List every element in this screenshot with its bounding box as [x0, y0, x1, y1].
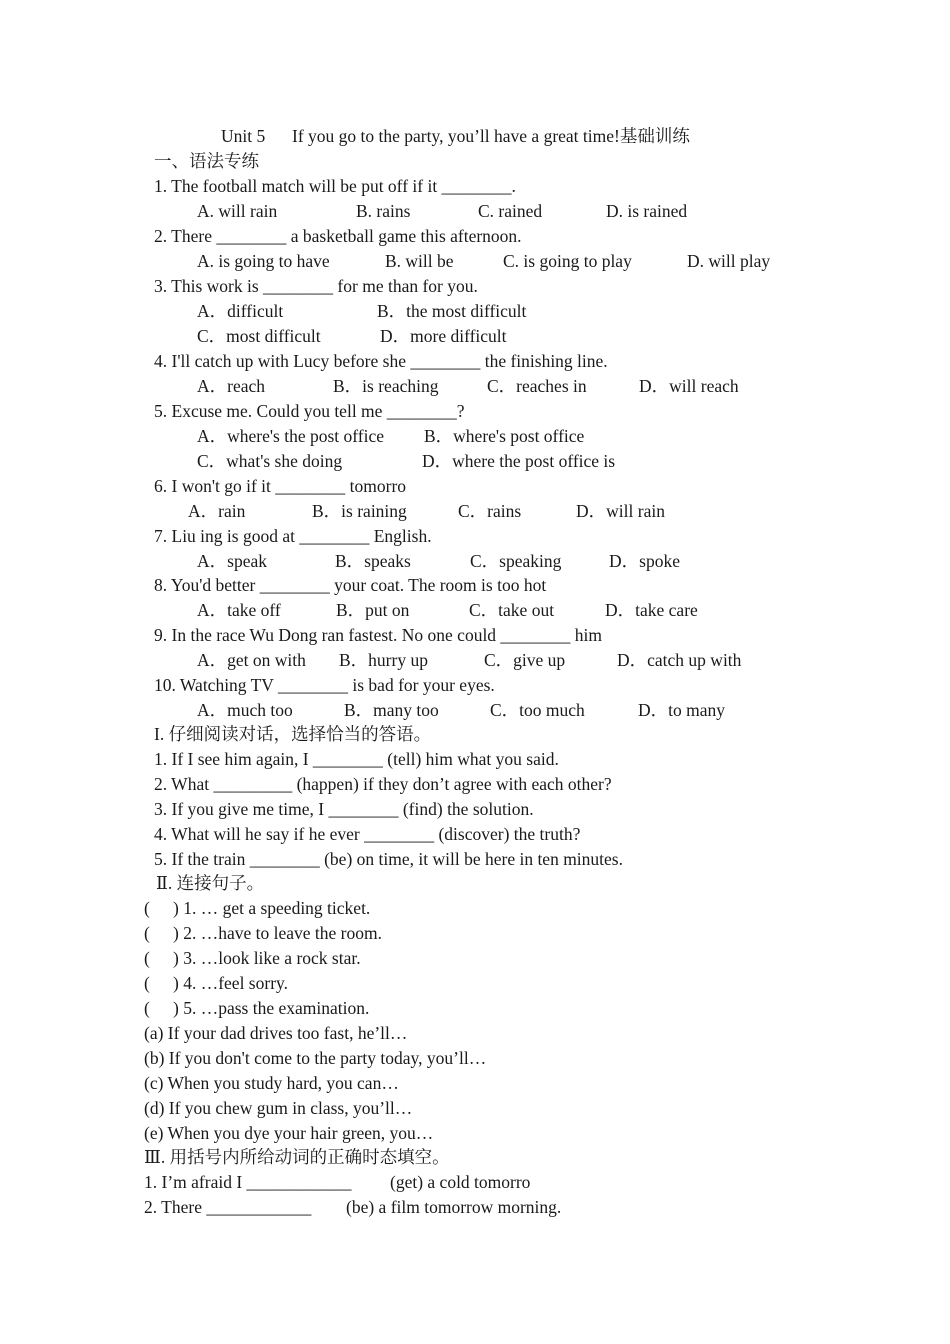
- question-stem: 2. There ________ a basketball game this afternoon.: [154, 226, 522, 246]
- option-c: C．rains: [458, 501, 522, 521]
- question-stem: 3. This work is ________ for me than for you.: [154, 276, 478, 296]
- option-c: C．speaking: [470, 551, 562, 571]
- option-b: B．where's post office: [424, 426, 585, 446]
- option-d: D. is rained: [606, 201, 688, 221]
- clause-item: (c) When you study hard, you can…: [144, 1073, 399, 1093]
- option-c: C．take out: [469, 600, 555, 620]
- option-d: D. will play: [687, 251, 771, 271]
- option-c: C．most difficult: [197, 326, 321, 346]
- question-stem: 9. In the race Wu Dong ran fastest. No one could ________ him: [154, 625, 603, 645]
- option-c: C. rained: [478, 201, 543, 221]
- option-c: C．give up: [484, 650, 566, 670]
- option-b: B．hurry up: [339, 650, 428, 670]
- fill-item: 1. If I see him again, I ________ (tell) him what you said.: [154, 749, 559, 769]
- option-d: D．will reach: [639, 376, 739, 396]
- option-a: A．get on with: [197, 650, 306, 670]
- option-d: D．will rain: [576, 501, 665, 521]
- option-d: D．spoke: [609, 551, 680, 571]
- option-a: A．rain: [188, 501, 246, 521]
- tense-item-end: (get) a cold tomorro: [390, 1172, 531, 1192]
- option-a: A．speak: [197, 551, 267, 571]
- question-stem: 5. Excuse me. Could you tell me ________?: [154, 401, 465, 421]
- option-d: D．more difficult: [380, 326, 507, 346]
- match-bracket: (: [144, 973, 150, 993]
- question-stem: 7. Liu ing is good at ________ English.: [154, 526, 432, 546]
- option-d: D．take care: [605, 600, 698, 620]
- clause-item: (e) When you dye your hair green, you…: [144, 1123, 434, 1143]
- option-b: B．is reaching: [333, 376, 439, 396]
- option-a: A．difficult: [197, 301, 284, 321]
- section4-heading: Ⅲ. 用括号内所给动词的正确时态填空。: [144, 1147, 450, 1167]
- fill-item: 2. What _________ (happen) if they don’t agree with each other?: [154, 774, 612, 794]
- match-item: ) 4. …feel sorry.: [173, 973, 289, 993]
- option-b: B. rains: [356, 201, 411, 221]
- match-item: ) 5. …pass the examination.: [173, 998, 370, 1018]
- match-item: ) 1. … get a speeding ticket.: [173, 898, 371, 918]
- option-b: B．the most difficult: [377, 301, 527, 321]
- option-c: C．what's she doing: [197, 451, 343, 471]
- option-c: C．too much: [490, 700, 585, 720]
- question-stem: 6. I won't go if it ________ tomorro: [154, 476, 407, 496]
- option-a: A. will rain: [197, 201, 278, 221]
- tense-item-end: (be) a film tomorrow morning.: [346, 1197, 562, 1217]
- option-a: A. is going to have: [197, 251, 330, 271]
- match-bracket: (: [144, 998, 150, 1018]
- option-b: B．many too: [344, 700, 439, 720]
- clause-item: (d) If you chew gum in class, you’ll…: [144, 1098, 413, 1118]
- tense-item-start: 2. There ____________: [144, 1197, 312, 1217]
- section1-heading: 一、语法专练: [154, 151, 259, 171]
- fill-item: 5. If the train ________ (be) on time, it will be here in ten minutes.: [154, 849, 623, 869]
- tense-item-start: 1. I’m afraid I ____________: [144, 1172, 352, 1192]
- option-b: B. will be: [385, 251, 454, 271]
- match-bracket: (: [144, 923, 150, 943]
- option-a: A．where's the post office: [197, 426, 385, 446]
- question-stem: 4. I'll catch up with Lucy before she ________ the finishing line.: [154, 351, 608, 371]
- option-c: C．reaches in: [487, 376, 587, 396]
- match-bracket: (: [144, 898, 150, 918]
- question-stem: 10. Watching TV ________ is bad for your eyes.: [154, 675, 495, 695]
- option-d: D．where the post office is: [422, 451, 616, 471]
- match-bracket: (: [144, 948, 150, 968]
- match-item: ) 3. …look like a rock star.: [173, 948, 361, 968]
- match-item: ) 2. …have to leave the room.: [173, 923, 382, 943]
- section2-heading: I. 仔细阅读对话，选择恰当的答语。: [154, 724, 432, 744]
- option-d: D．catch up with: [617, 650, 742, 670]
- title-text: If you go to the party, you’ll have a great time!基础训练: [292, 126, 690, 146]
- option-b: B．speaks: [335, 551, 411, 571]
- option-a: A．take off: [197, 600, 281, 620]
- question-stem: 8. You'd better ________ your coat. The room is too hot: [154, 575, 547, 595]
- option-a: A．much too: [197, 700, 293, 720]
- option-d: D．to many: [638, 700, 726, 720]
- fill-item: 3. If you give me time, I ________ (find) the solution.: [154, 799, 534, 819]
- clause-item: (a) If your dad drives too fast, he’ll…: [144, 1023, 408, 1043]
- option-a: A．reach: [197, 376, 266, 396]
- option-b: B．is raining: [312, 501, 407, 521]
- fill-item: 4. What will he say if he ever ________ (discover) the truth?: [154, 824, 581, 844]
- option-c: C. is going to play: [503, 251, 632, 271]
- section3-heading: Ⅱ. 连接句子。: [156, 873, 265, 893]
- option-b: B．put on: [336, 600, 410, 620]
- clause-item: (b) If you don't come to the party today, you’ll…: [144, 1048, 487, 1068]
- question-stem: 1. The football match will be put off if it ________.: [154, 176, 516, 196]
- title-unit: Unit 5: [221, 126, 266, 146]
